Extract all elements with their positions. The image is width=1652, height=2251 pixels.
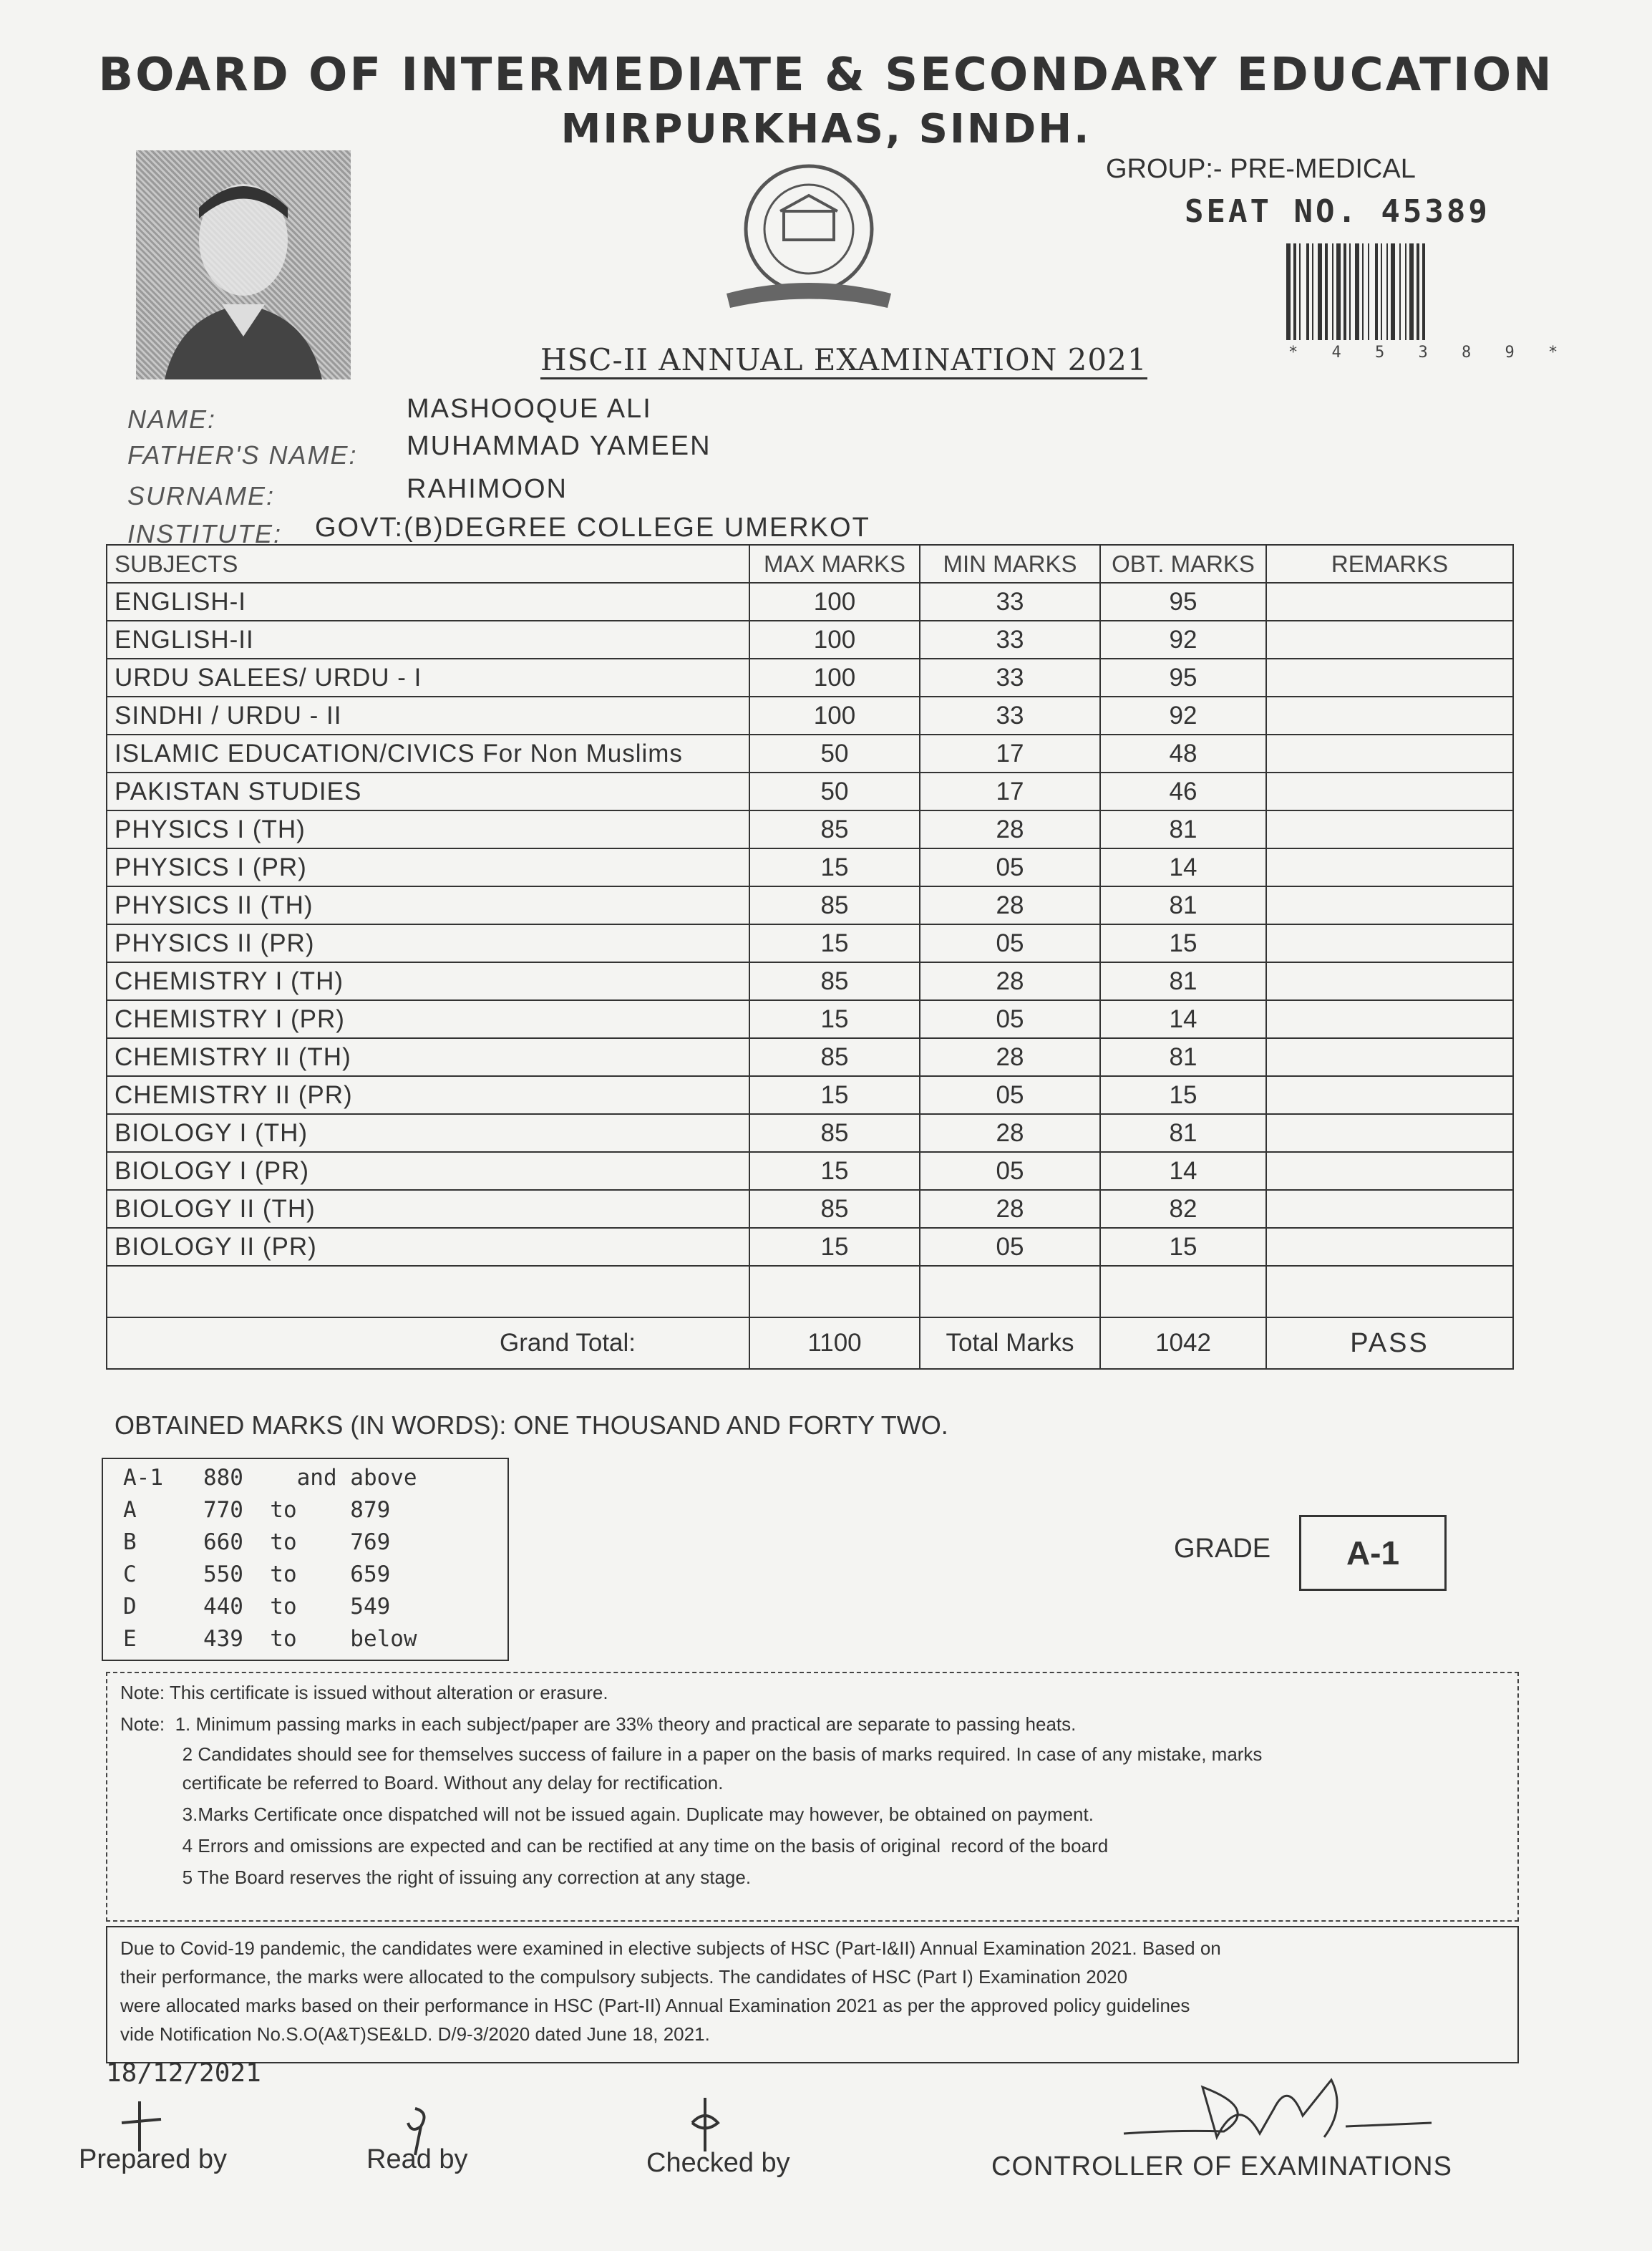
blank-row	[107, 1266, 1513, 1317]
remarks-cell	[1266, 810, 1513, 848]
subject-cell: PAKISTAN STUDIES	[107, 773, 749, 810]
barcode-bar	[1286, 243, 1291, 340]
subject-cell: PHYSICS I (PR)	[107, 848, 749, 886]
min-marks-cell: 28	[920, 886, 1100, 924]
name-label: NAME:	[127, 405, 217, 434]
result: PASS	[1266, 1317, 1513, 1369]
remarks-cell	[1266, 924, 1513, 962]
table-row	[107, 1038, 1513, 1076]
student-photo	[136, 150, 351, 379]
header-subjects: SUBJECTS	[107, 545, 749, 583]
obt-marks-cell: 81	[1100, 810, 1266, 848]
barcode-bar	[1409, 243, 1414, 340]
barcode-bar	[1399, 243, 1401, 340]
header-max-marks: MAX MARKS	[749, 545, 920, 583]
obt-marks-cell: 15	[1100, 1228, 1266, 1266]
blank-cell	[920, 1266, 1100, 1317]
controller-of-examinations: CONTROLLER OF EXAMINATIONS	[991, 2151, 1452, 2182]
subject-cell: BIOLOGY II (PR)	[107, 1228, 749, 1266]
note-line: 2 Candidates should see for themselves success of failure in a paper on the basis of marks required. In case of any mistake, marks	[120, 1743, 1263, 1765]
max-marks-cell: 100	[749, 697, 920, 735]
subject-cell: BIOLOGY II (TH)	[107, 1190, 749, 1228]
min-marks-cell: 28	[920, 1190, 1100, 1228]
grade-scale-row: D 440 to 549	[123, 1594, 391, 1620]
barcode-bar	[1344, 243, 1346, 340]
max-marks-cell: 50	[749, 735, 920, 773]
grading-scale	[102, 1458, 509, 1661]
controller-signature-icon	[1117, 2066, 1446, 2151]
min-marks-cell: 05	[920, 1152, 1100, 1190]
table-row	[107, 848, 1513, 886]
barcode-bar	[1386, 243, 1388, 340]
min-marks-cell: 05	[920, 1076, 1100, 1114]
barcode-digits: * 4 5 3 8 9 *	[1288, 344, 1570, 362]
table-row	[107, 735, 1513, 773]
barcode	[1285, 243, 1510, 340]
barcode-bar	[1325, 243, 1328, 340]
obt-marks-cell: 92	[1100, 697, 1266, 735]
student-name: MASHOOQUE ALI	[407, 394, 652, 424]
group: GROUP:- PRE-MEDICAL	[1106, 154, 1416, 184]
checked-by: Checked by	[646, 2148, 790, 2178]
read-by: Read by	[366, 2144, 468, 2174]
remarks-cell	[1266, 848, 1513, 886]
remarks-cell	[1266, 886, 1513, 924]
remarks-cell	[1266, 1000, 1513, 1038]
obt-marks-cell: 81	[1100, 886, 1266, 924]
board-emblem	[712, 154, 905, 319]
remarks-cell	[1266, 621, 1513, 659]
institute-label: INSTITUTE:	[127, 519, 282, 548]
max-marks-cell: 15	[749, 1000, 920, 1038]
table-row	[107, 773, 1513, 810]
max-marks-cell: 15	[749, 1152, 920, 1190]
obt-marks-cell: 15	[1100, 924, 1266, 962]
max-marks-cell: 85	[749, 962, 920, 1000]
barcode-bar	[1417, 243, 1419, 340]
subject-cell: ISLAMIC EDUCATION/CIVICS For Non Muslims	[107, 735, 749, 773]
table-row	[107, 924, 1513, 962]
min-marks-cell: 33	[920, 659, 1100, 697]
table-row	[107, 659, 1513, 697]
remarks-cell	[1266, 773, 1513, 810]
subject-cell: PHYSICS II (PR)	[107, 924, 749, 962]
obt-marks-cell: 81	[1100, 1114, 1266, 1152]
remarks-cell	[1266, 1228, 1513, 1266]
remarks-cell	[1266, 1076, 1513, 1114]
covid-note-line: their performance, the marks were allocated to the compulsory subjects. The candidates of HSC (Part I) Examination 2020	[120, 1966, 1128, 1988]
remarks-cell	[1266, 1114, 1513, 1152]
note-line: 4 Errors and omissions are expected and can be rectified at any time on the basis of original record of the board	[120, 1835, 1109, 1857]
board-seal-icon	[712, 154, 905, 319]
obt-marks-cell: 82	[1100, 1190, 1266, 1228]
seat-value: 45389	[1381, 193, 1490, 230]
min-marks-cell: 33	[920, 583, 1100, 621]
table-row	[107, 1190, 1513, 1228]
table-row	[107, 886, 1513, 924]
surname-label: SURNAME:	[127, 481, 276, 510]
table-row	[107, 1152, 1513, 1190]
table-row	[107, 697, 1513, 735]
total-marks-label: Total Marks	[920, 1317, 1100, 1369]
barcode-bar	[1355, 243, 1359, 340]
barcode-bar	[1362, 243, 1364, 340]
min-marks-cell: 05	[920, 1228, 1100, 1266]
barcode-bar	[1318, 243, 1322, 340]
covid-note-line: Due to Covid-19 pandemic, the candidates were examined in elective subjects of HSC (Part-I&II) Annual Examination 2021. Based on	[120, 1937, 1221, 1959]
prepared-by: Prepared by	[79, 2144, 228, 2174]
notes-box	[106, 1672, 1519, 1922]
barcode-bar	[1422, 243, 1425, 340]
obt-marks-cell: 81	[1100, 962, 1266, 1000]
marks-in-words: OBTAINED MARKS (IN WORDS): ONE THOUSAND AND FORTY TWO.	[115, 1410, 948, 1440]
max-marks-cell: 15	[749, 1076, 920, 1114]
barcode-bar	[1336, 243, 1341, 340]
subject-cell: CHEMISTRY II (PR)	[107, 1076, 749, 1114]
grade-label: GRADE	[1174, 1534, 1271, 1564]
table-row	[107, 1114, 1513, 1152]
header-min-marks: MIN MARKS	[920, 545, 1100, 583]
remarks-cell	[1266, 1190, 1513, 1228]
exam-title: HSC-II ANNUAL EXAMINATION 2021	[540, 342, 1147, 379]
barcode-bar	[1349, 243, 1351, 340]
table-row	[107, 1228, 1513, 1266]
min-marks-cell: 28	[920, 962, 1100, 1000]
blank-cell	[107, 1266, 749, 1317]
min-marks-cell: 28	[920, 810, 1100, 848]
issue-date: 18/12/2021	[106, 2058, 261, 2088]
min-marks-cell: 05	[920, 924, 1100, 962]
grade-scale-row: A-1 880 and above	[123, 1465, 417, 1491]
barcode-bar	[1381, 243, 1382, 340]
obt-marks-cell: 14	[1100, 1152, 1266, 1190]
obt-marks-cell: 81	[1100, 1038, 1266, 1076]
header-obt-marks: OBT. MARKS	[1100, 545, 1266, 583]
max-marks-cell: 85	[749, 1114, 920, 1152]
barcode-bar	[1306, 243, 1309, 340]
surname: RAHIMOON	[407, 474, 568, 504]
subject-cell: ENGLISH-I	[107, 583, 749, 621]
subject-cell: BIOLOGY I (PR)	[107, 1152, 749, 1190]
obt-marks-cell: 95	[1100, 659, 1266, 697]
note-line: Note: This certificate is issued without alteration or erasure.	[120, 1682, 608, 1703]
min-marks-cell: 33	[920, 697, 1100, 735]
obt-marks-cell: 14	[1100, 848, 1266, 886]
max-marks-cell: 15	[749, 1228, 920, 1266]
institute: GOVT:(B)DEGREE COLLEGE UMERKOT	[315, 513, 870, 543]
min-marks-cell: 05	[920, 1000, 1100, 1038]
grand-total-row	[107, 1317, 1513, 1369]
grand-total-max: 1100	[749, 1317, 920, 1369]
blank-cell	[749, 1266, 920, 1317]
grade-scale-row: A 770 to 879	[123, 1497, 391, 1523]
max-marks-cell: 100	[749, 583, 920, 621]
table-row	[107, 1000, 1513, 1038]
grade-scale-row: C 550 to 659	[123, 1562, 391, 1587]
blank-cell	[1100, 1266, 1266, 1317]
subject-cell: ENGLISH-II	[107, 621, 749, 659]
subject-cell: CHEMISTRY I (PR)	[107, 1000, 749, 1038]
remarks-cell	[1266, 962, 1513, 1000]
barcode-bar	[1375, 243, 1378, 340]
blank-cell	[1266, 1266, 1513, 1317]
note-line: certificate be referred to Board. Without any delay for rectification.	[120, 1772, 724, 1793]
min-marks-cell: 05	[920, 848, 1100, 886]
subject-cell: CHEMISTRY II (TH)	[107, 1038, 749, 1076]
min-marks-cell: 28	[920, 1114, 1100, 1152]
barcode-bar	[1391, 243, 1395, 340]
grand-total-label: Grand Total:	[107, 1317, 749, 1369]
min-marks-cell: 17	[920, 735, 1100, 773]
max-marks-cell: 50	[749, 773, 920, 810]
barcode-bar	[1293, 243, 1296, 340]
table-row	[107, 810, 1513, 848]
table-row	[107, 962, 1513, 1000]
father-name: MUHAMMAD YAMEEN	[407, 431, 711, 461]
subject-cell: SINDHI / URDU - II	[107, 697, 749, 735]
note-line: 5 The Board reserves the right of issuing any correction at any stage.	[120, 1867, 752, 1888]
max-marks-cell: 100	[749, 659, 920, 697]
subject-cell: PHYSICS II (TH)	[107, 886, 749, 924]
note-line: Note: 1. Minimum passing marks in each subject/paper are 33% theory and practical are separate to passing heats.	[120, 1713, 1077, 1735]
obt-marks-cell: 48	[1100, 735, 1266, 773]
remarks-cell	[1266, 659, 1513, 697]
max-marks-cell: 85	[749, 1038, 920, 1076]
father-label: FATHER'S NAME:	[127, 440, 358, 470]
grade-scale-row: E 439 to below	[123, 1626, 417, 1652]
person-silhouette-icon	[136, 150, 351, 379]
table-header-row	[107, 545, 1513, 583]
min-marks-cell: 33	[920, 621, 1100, 659]
board-location: MIRPURKHAS, SINDH.	[560, 106, 1092, 153]
subject-cell: PHYSICS I (TH)	[107, 810, 749, 848]
total-marks-value: 1042	[1100, 1317, 1266, 1369]
max-marks-cell: 85	[749, 1190, 920, 1228]
grade-scale-row: B 660 to 769	[123, 1529, 391, 1555]
max-marks-cell: 15	[749, 848, 920, 886]
min-marks-cell: 28	[920, 1038, 1100, 1076]
seat-number	[1185, 193, 1490, 230]
barcode-bar	[1312, 243, 1313, 340]
max-marks-cell: 85	[749, 810, 920, 848]
barcode-bar	[1332, 243, 1333, 340]
remarks-cell	[1266, 697, 1513, 735]
seat-label: SEAT NO.	[1185, 193, 1359, 230]
table-row	[107, 583, 1513, 621]
marks-table	[106, 544, 1514, 1370]
obt-marks-cell: 14	[1100, 1000, 1266, 1038]
subject-cell: BIOLOGY I (TH)	[107, 1114, 749, 1152]
barcode-bar	[1299, 243, 1301, 340]
min-marks-cell: 17	[920, 773, 1100, 810]
obt-marks-cell: 46	[1100, 773, 1266, 810]
table-row	[107, 1076, 1513, 1114]
barcode-bar	[1368, 243, 1369, 340]
covid-note-box	[106, 1926, 1519, 2063]
note-line: 3.Marks Certificate once dispatched will not be issued again. Duplicate may however, be obtained on payment.	[120, 1804, 1094, 1825]
subject-cell: URDU SALEES/ URDU - I	[107, 659, 749, 697]
subject-cell: CHEMISTRY I (TH)	[107, 962, 749, 1000]
covid-note-line: vide Notification No.S.O(A&T)SE&LD. D/9-3/2020 dated June 18, 2021.	[120, 2023, 710, 2045]
barcode-bar	[1405, 243, 1406, 340]
max-marks-cell: 85	[749, 886, 920, 924]
remarks-cell	[1266, 735, 1513, 773]
obt-marks-cell: 95	[1100, 583, 1266, 621]
obt-marks-cell: 92	[1100, 621, 1266, 659]
obt-marks-cell: 15	[1100, 1076, 1266, 1114]
covid-note-line: were allocated marks based on their performance in HSC (Part-II) Annual Examination 2021 as per the approved policy guidelines	[120, 1995, 1190, 2016]
grade-value: A-1	[1299, 1515, 1447, 1591]
max-marks-cell: 100	[749, 621, 920, 659]
remarks-cell	[1266, 1038, 1513, 1076]
max-marks-cell: 15	[749, 924, 920, 962]
remarks-cell	[1266, 583, 1513, 621]
table-row	[107, 621, 1513, 659]
remarks-cell	[1266, 1152, 1513, 1190]
board-name: BOARD OF INTERMEDIATE & SECONDARY EDUCATION	[98, 49, 1554, 102]
header-remarks: REMARKS	[1266, 545, 1513, 583]
